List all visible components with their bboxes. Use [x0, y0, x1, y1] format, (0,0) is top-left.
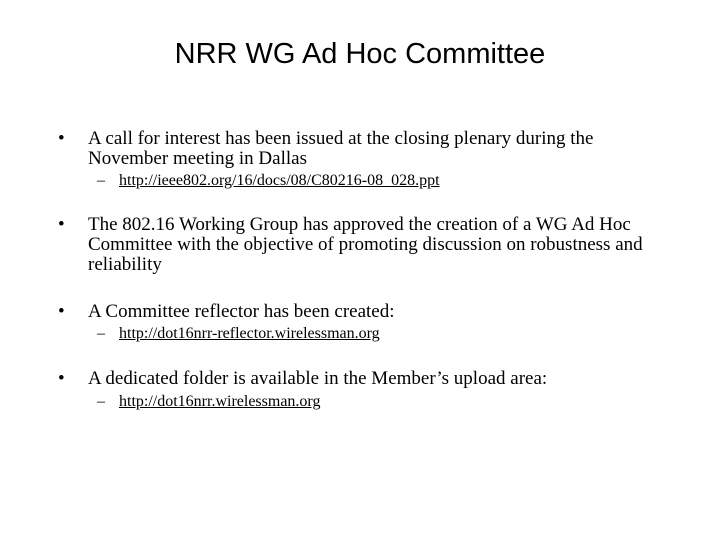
bullet-marker: •: [58, 368, 65, 389]
bullet-text: The 802.16 Working Group has approved the creation of a WG Ad Hoc Committee with the objective of promoting discussion on robustness and reliability: [88, 214, 643, 275]
bullet-marker: •: [58, 128, 65, 149]
sub-bullet-marker: –: [97, 393, 105, 410]
bullet-item: [58, 302, 678, 322]
slide-title: NRR WG Ad Hoc Committee: [174, 38, 546, 70]
reflector-link[interactable]: http://dot16nrr-reflector.wirelessman.org: [119, 325, 380, 342]
bullet-item: [58, 215, 678, 275]
bullet-item: [58, 129, 678, 169]
sub-bullet-item: [97, 172, 687, 190]
bullet-text: A call for interest has been issued at the closing plenary during the November meeting in Dallas: [88, 128, 594, 169]
bullet-text: A dedicated folder is available in the Member’s upload area:: [88, 368, 548, 389]
sub-bullet-item: [97, 325, 687, 343]
sub-bullet-marker: –: [97, 172, 105, 189]
sub-bullet-marker: –: [97, 325, 105, 342]
bullet-item: [58, 369, 678, 389]
bullet-text: A Committee reflector has been created:: [88, 301, 395, 322]
bullet-marker: •: [58, 301, 65, 322]
bullet-marker: •: [58, 214, 65, 235]
call-for-interest-link[interactable]: http://ieee802.org/16/docs/08/C80216-08_028.ppt: [119, 172, 440, 189]
sub-bullet-item: [97, 393, 687, 411]
upload-folder-link[interactable]: http://dot16nrr.wirelessman.org: [119, 393, 321, 410]
